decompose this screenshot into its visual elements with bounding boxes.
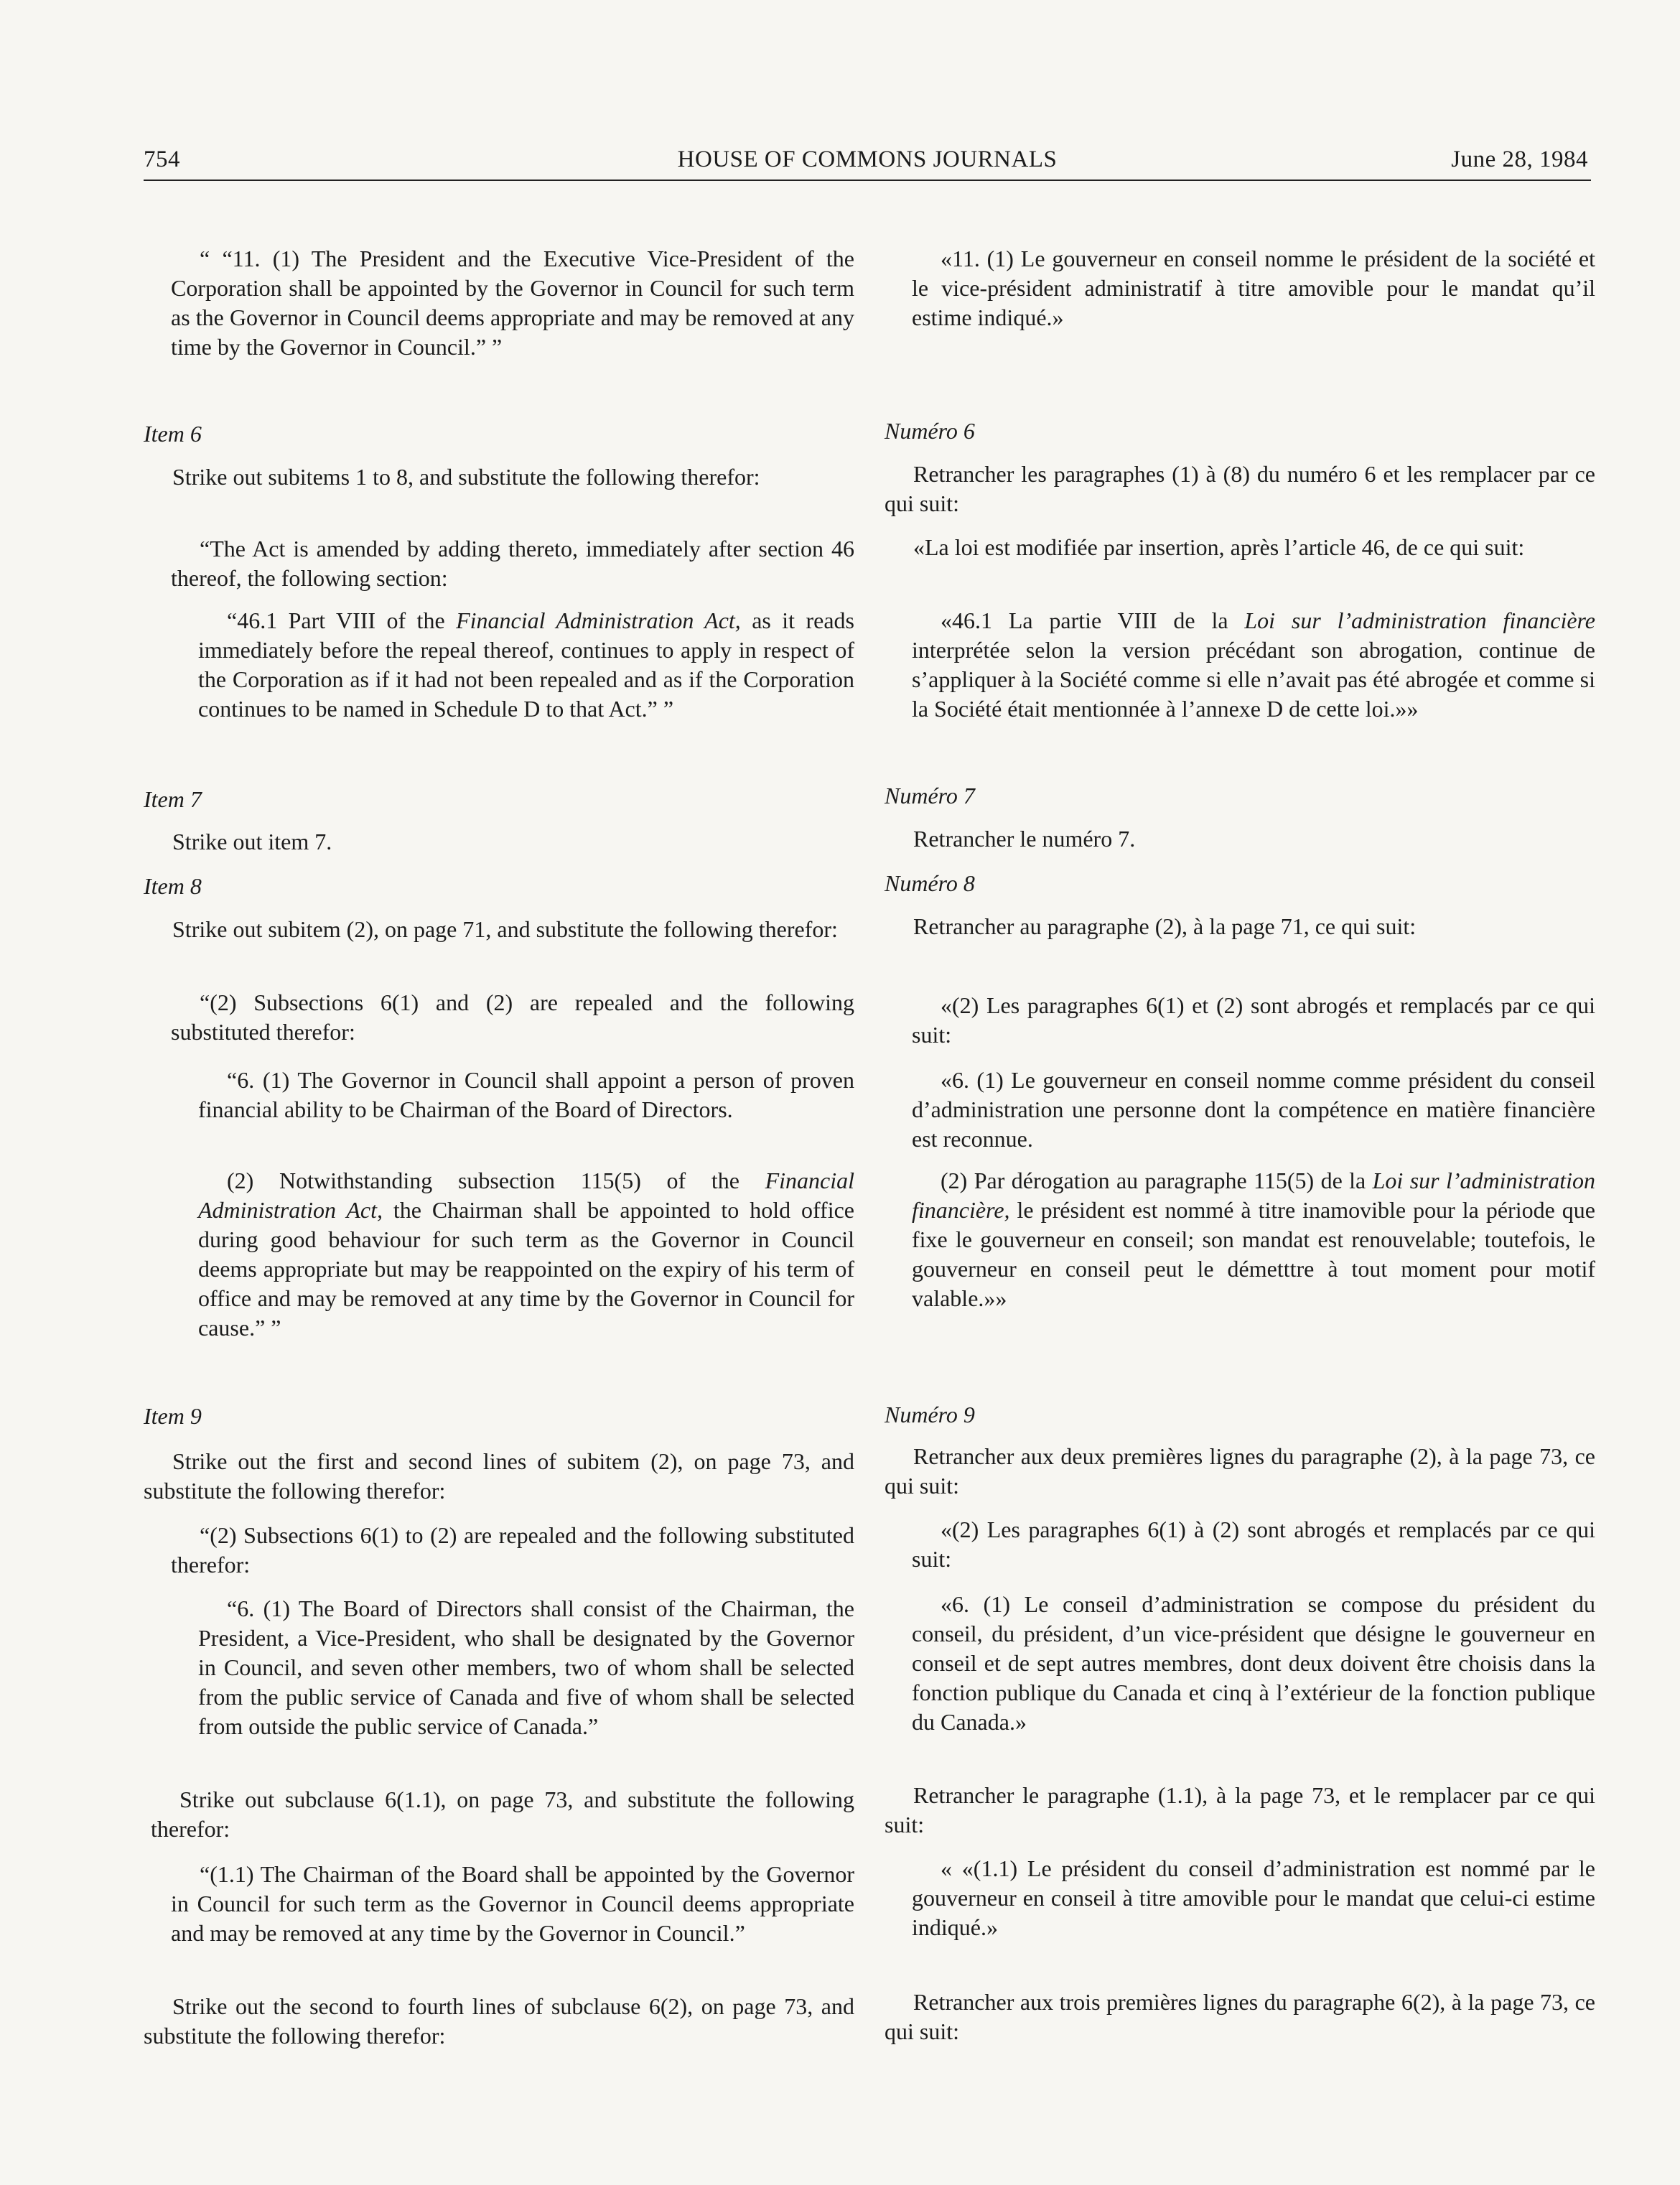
journal-title: HOUSE OF COMMONS JOURNALS bbox=[677, 146, 1058, 172]
paragraph: Retrancher aux deux premières lignes du paragraphe (2), à la page 73, ce qui suit: bbox=[885, 1443, 1595, 1499]
paragraph: Retrancher le numéro 7. bbox=[913, 826, 1136, 852]
paragraph: «6. (1) Le gouverneur en conseil nomme comme président du conseil d’administration une personne dont la compétence en matière financière est reconnue. bbox=[912, 1067, 1595, 1152]
paragraph: Retrancher les paragraphes (1) à (8) du numéro 6 et les remplacer par ce qui suit: bbox=[885, 461, 1595, 516]
page-header bbox=[144, 144, 1591, 181]
item-heading: Numéro 9 bbox=[885, 1402, 975, 1427]
paragraph: « «(1.1) Le président du conseil d’administration est nommé par le gouverneur en conseil à titre amovible pour le mandat que celui-ci estime indiqué.» bbox=[912, 1855, 1595, 1940]
item-heading: Item 8 bbox=[144, 873, 202, 899]
paragraph: «(2) Les paragraphes 6(1) à (2) sont abrogés et remplacés par ce qui suit: bbox=[912, 1517, 1595, 1572]
item-heading: Item 9 bbox=[144, 1403, 202, 1429]
item-heading: Item 7 bbox=[144, 786, 202, 812]
paragraph: Strike out subitems 1 to 8, and substitute the following therefor: bbox=[172, 464, 760, 490]
item-heading: Item 6 bbox=[144, 421, 202, 447]
journal-date: June 28, 1984 bbox=[1451, 146, 1588, 172]
paragraph: “ “11. (1) The President and the Executive Vice-President of the Corporation shall be appointed by the Governor in Council for such term as the Governor in Council deems appropriate and may be removed at any time by the Governor in Council.” ” bbox=[171, 246, 854, 360]
paragraph: Retrancher au paragraphe (2), à la page 71, ce qui suit: bbox=[913, 913, 1417, 939]
paragraph: Strike out subclause 6(1.1), on page 73, and substitute the following therefor: bbox=[151, 1786, 854, 1842]
paragraph: Strike out the first and second lines of subitem (2), on page 73, and substitute the following therefor: bbox=[144, 1448, 854, 1504]
paragraph: Strike out the second to fourth lines of subclause 6(2), on page 73, and substitute the following therefor: bbox=[144, 1993, 854, 2049]
paragraph: «46.1 La partie VIII de la Loi sur l’administration financière interprétée selon la version précédant son abrogation, continue de s’appliquer à la Société comme si elle n’avait pas été abrogée et comme si la Société était mentionnée à l’annexe D de cette loi.»» bbox=[912, 607, 1595, 722]
paragraph: “6. (1) The Board of Directors shall consist of the Chairman, the President, a Vice-President, who shall be designated by the Governor in Council, and seven other members, two of whom shall be selected from the public service of Canada and five of whom shall be selected from outside the public service of Canada.” bbox=[198, 1595, 854, 1739]
paragraph: «11. (1) Le gouverneur en conseil nomme le président de la société et le vice-président administratif à titre amovible pour le mandat qu’il estime indiqué.» bbox=[912, 246, 1595, 330]
paragraph: Retrancher le paragraphe (1.1), à la page 73, et le remplacer par ce qui suit: bbox=[885, 1782, 1595, 1837]
paragraph: “46.1 Part VIII of the Financial Administration Act, as it reads immediately before the repeal thereof, continues to apply in respect of the Corporation as if it had not been repealed and as if the Corporation continues to be named in Schedule D to that Act.” ” bbox=[198, 607, 855, 722]
paragraph: Retrancher aux trois premières lignes du paragraphe 6(2), à la page 73, ce qui suit: bbox=[885, 1989, 1595, 2044]
paragraph: “(2) Subsections 6(1) and (2) are repealed and the following substituted therefor: bbox=[171, 989, 854, 1045]
paragraph: Strike out subitem (2), on page 71, and substitute the following therefor: bbox=[172, 916, 838, 942]
paragraph: “The Act is amended by adding thereto, immediately after section 46 thereof, the following section: bbox=[171, 536, 854, 591]
paragraph: (2) Par dérogation au paragraphe 115(5) de la Loi sur l’administration financière, le président est nommé à titre inamovible pour la période que fixe le gouverneur en conseil; son mandat est renouvelable; toutefois, le gouverneur en conseil peut le démetttre à tout moment pour motif valable.»» bbox=[912, 1168, 1595, 1311]
paragraph: (2) Notwithstanding subsection 115(5) of the Financial Administration Act, the Chairman shall be appointed to hold office during good behaviour for such term as the Governor in Council deems appropriate but may be reappointed on the expiry of his term of office and may be removed at any time by the Governor in Council for cause.” ” bbox=[198, 1168, 855, 1341]
paragraph: «6. (1) Le conseil d’administration se compose du président du conseil, du président, d’un vice-président que désigne le gouverneur en conseil et de sept autres membres, dont deux doivent être choisis dans la fonction publique du Canada et cinq à l’extérieur de la fonction publique du Canada.» bbox=[912, 1591, 1595, 1735]
item-heading: Numéro 8 bbox=[885, 870, 975, 896]
paragraph: “(1.1) The Chairman of the Board shall be appointed by the Governor in Council for such term as the Governor in Council deems appropriate and may be removed at any time by the Governor in Council.” bbox=[171, 1861, 854, 1946]
paragraph: “(2) Subsections 6(1) to (2) are repealed and the following substituted therefor: bbox=[171, 1522, 854, 1578]
item-heading: Numéro 6 bbox=[885, 418, 975, 444]
paragraph: Strike out item 7. bbox=[172, 829, 332, 854]
paragraph: “6. (1) The Governor in Council shall appoint a person of proven financial ability to be Chairman of the Board of Directors. bbox=[198, 1067, 854, 1122]
page-number: 754 bbox=[144, 146, 180, 172]
paragraph: «La loi est modifiée par insertion, après l’article 46, de ce qui suit: bbox=[913, 534, 1525, 560]
item-heading: Numéro 7 bbox=[885, 783, 975, 809]
paragraph: «(2) Les paragraphes 6(1) et (2) sont abrogés et remplacés par ce qui suit: bbox=[912, 992, 1595, 1048]
